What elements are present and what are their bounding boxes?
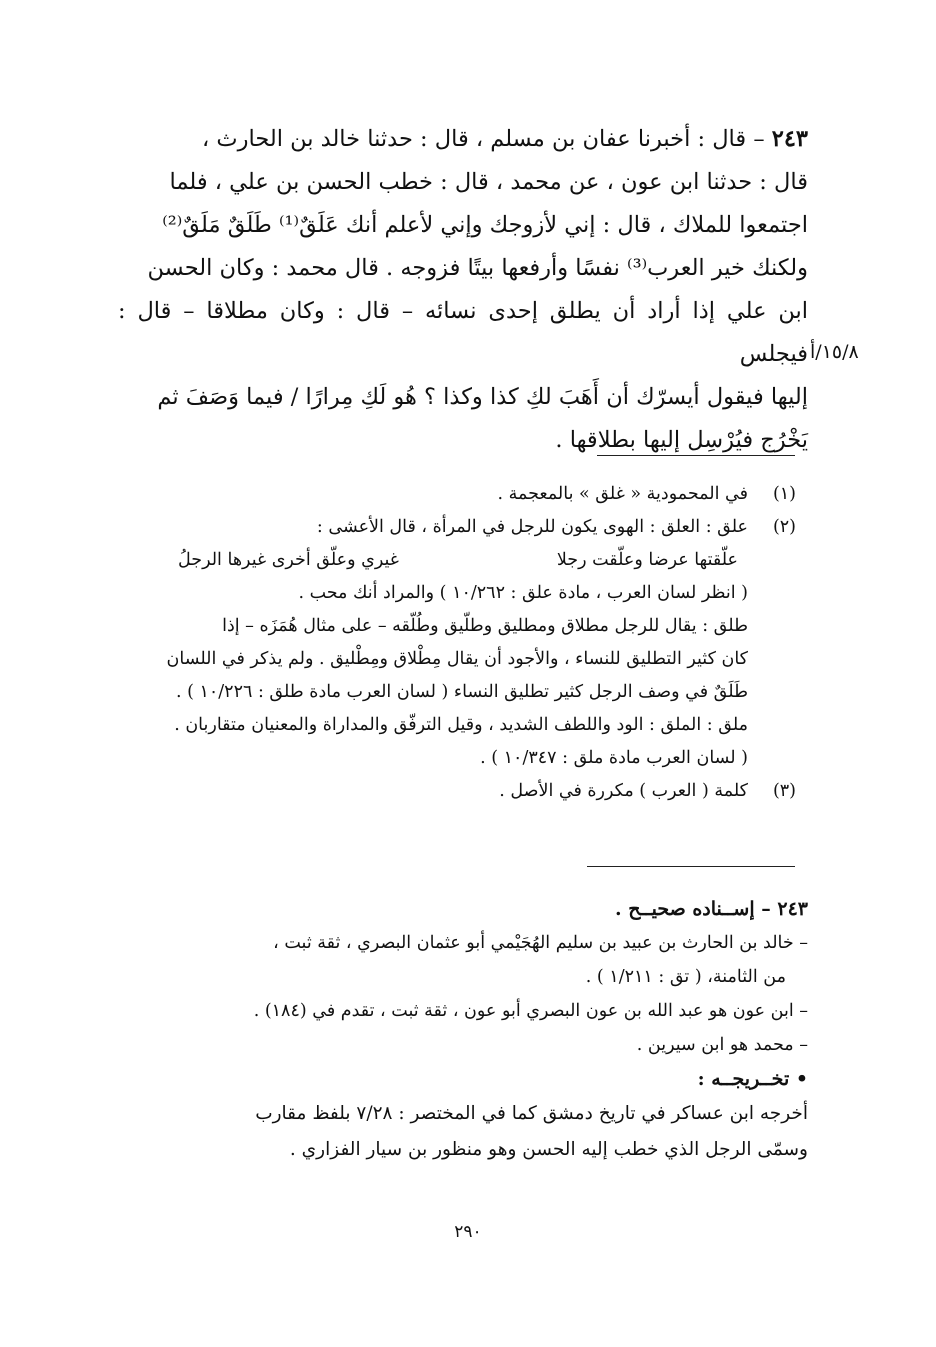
hadith-line: اجتمعوا للملاك ، قال : إني لأزوجك وإني لأعلم أنك عَلَقٌ⁽¹⁾ طَلَقٌ مَلَقٌ⁽²⁾ <box>162 212 808 238</box>
isnad-analysis <box>118 892 808 1168</box>
footnote-2: (٢)علق : العلق : الهوى يكون للرجل في المرأة ، قال الأعشى : <box>316 517 796 537</box>
hadith-line: ولكنك خير العرب⁽³⁾ نفسًا وأرفعها بيتًا فزوجه . قال محمد : وكان الحسن <box>147 255 808 281</box>
footnote-1: (١)في المحمودية « غلق » بالمعجمة . <box>497 484 796 504</box>
footnote-divider <box>597 455 795 456</box>
footnote-2-talaq: طلق : يقال للرجل مطلاق ومطليق وطلّيق وطُلّقه – على مثال هُمَزَه – إذا <box>222 616 748 636</box>
hadith-line: قال : حدثنا ابن عون ، عن محمد ، قال : خطب الحسن بن علي ، فلما <box>169 169 808 195</box>
takhrij-title: • تخــريجــه : <box>697 1068 808 1090</box>
footnote-2-talaq: كان كثير التطليق للنساء ، والأجود أن يقال مِطْلاق ومِطْليق . ولم يذكر في اللسان <box>166 649 748 669</box>
poem-verse <box>178 544 796 577</box>
hadith-text <box>118 118 808 462</box>
hadith-line: إليها فيقول أيسرّك أن أَهَبَ لكِ كذا وكذا ؟ هُو لَكِ مِرارًا / فيما وَصَفَ ثم <box>157 384 808 410</box>
narrator-note: من الثامنة، ( تق : ١/٢١١ ) . <box>585 967 786 987</box>
poem-hemistich-2: غيري وعلّق أخرى غيرها الرجلُ <box>178 550 399 570</box>
footnote-3: (٣)كلمة ( العرب ) مكررة في الأصل . <box>499 781 796 801</box>
takhrij-paragraph: أخرجه ابن عساكر في تاريخ دمشق كما في المختصر : ٧/٢٨ بلفظ مقارب <box>255 1103 808 1124</box>
narrator-note: – محمد هو ابن سيرين . <box>636 1035 808 1055</box>
footnote-2-malaq: ملق : الملق : الود واللطف الشديد ، وقيل الترفّق والمداراة والمعنيان متقاربان . <box>174 715 748 735</box>
hadith-line: ابن علي إذا أراد أن يطلق إحدى نسائه – قال : وكان مطلاقا – قال : فيجلس <box>118 298 808 367</box>
manuscript-folio-ref: ١٥/٨/أ <box>810 341 859 363</box>
footnote-2-ref: ( انظر لسان العرب ، مادة علق : ١٠/٢٦٢ ) والمراد أنك محب . <box>298 583 748 603</box>
takhrij-paragraph: وسمّى الرجل الذي خطب إليه الحسن وهو منظور بن سيار الفزاري . <box>289 1139 808 1160</box>
isnad-heading: ٢٤٣ – إســناده صحيــح . <box>614 898 808 920</box>
footnote-2-malaq: ( لسان العرب مادة ملق : ١٠/٣٤٧ ) . <box>480 748 748 768</box>
footnotes <box>116 478 796 808</box>
narrator-note: – ابن عون هو عبد الله بن عون البصري أبو عون ، ثقة ثبت ، تقدم في (١٨٤) . <box>253 1001 808 1021</box>
poem-hemistich-1: علّقتها عرضا وعلّقت رجلا <box>556 550 738 570</box>
hadith-line: يَخْرُج فيُرْسِل إليها بطلاقها . <box>555 427 808 453</box>
footnote-2-talaq: طَلَقٌ في وصف الرجل كثير تطليق النساء ( لسان العرب مادة طلق : ١٠/٢٢٦ ) . <box>175 682 748 702</box>
hadith-number: ٢٤٣ <box>771 126 808 152</box>
section-divider <box>587 866 795 867</box>
hadith-line: ٢٤٣ – قال : أخبرنا عفان بن مسلم ، قال : حدثنا خالد بن الحارث ، <box>202 126 808 152</box>
page-number: ٢٩٠ <box>454 1222 482 1242</box>
narrator-note: – خالد بن الحارث بن عبيد بن سليم الهُجَيْمي أبو عثمان البصري ، ثقة ثبت ، <box>273 933 808 953</box>
